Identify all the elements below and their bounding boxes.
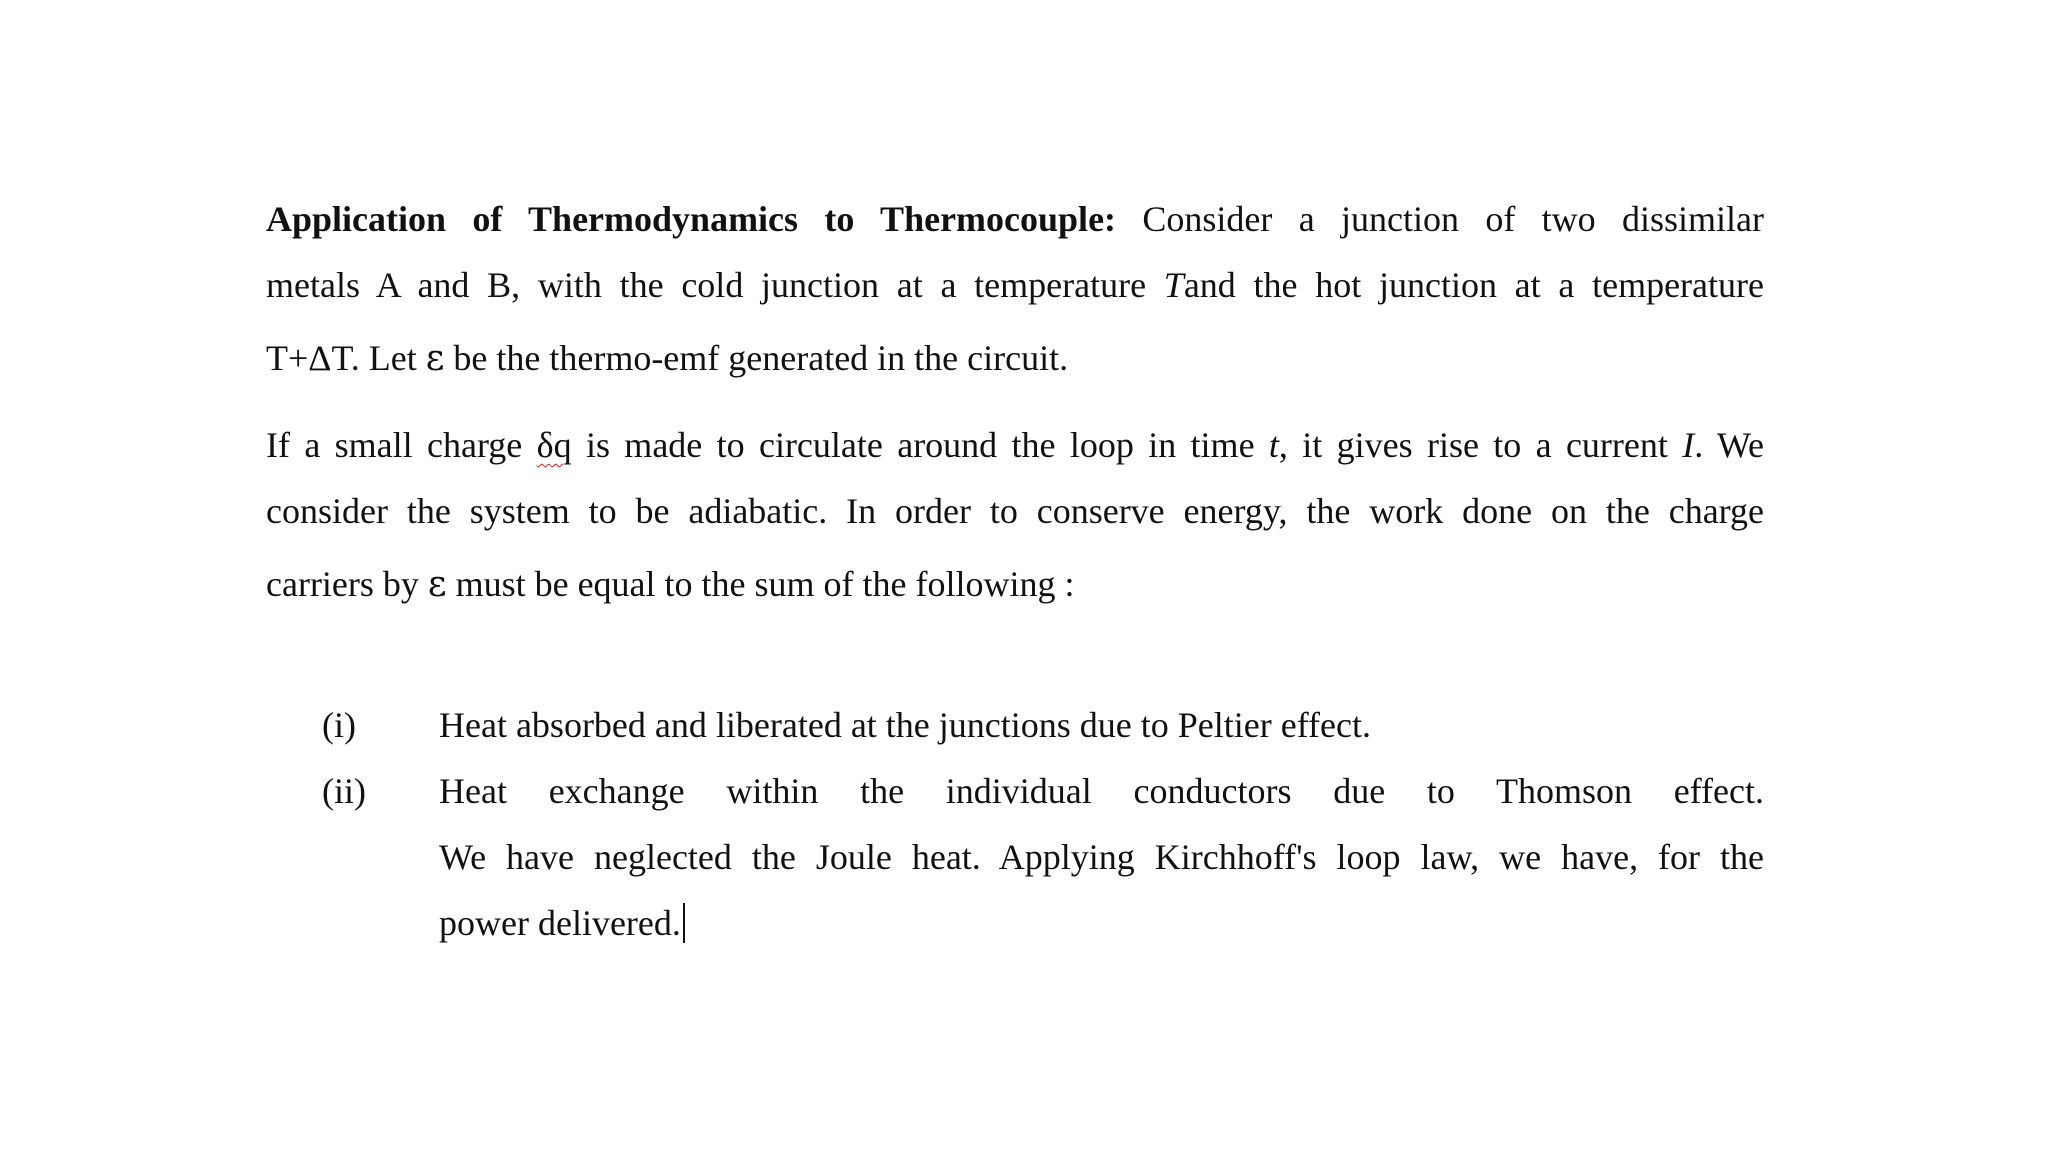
text-run: metals A and B, with the cold junction at a temperature: [266, 265, 1147, 305]
list-item: [266, 692, 1764, 758]
text-run: . We: [1694, 425, 1765, 465]
list-item-line: Heat absorbed and liberated at the junctions due to Peltier effect.: [439, 705, 1371, 745]
paragraph-line: [266, 544, 1764, 624]
list-item-line: Heat exchange within the individual conductors due to Thomson effect.: [439, 771, 1764, 811]
text-run: is made to circulate around the loop in time: [585, 425, 1255, 465]
list-item: [266, 758, 1764, 956]
epsilon-symbol: ε: [427, 564, 447, 605]
spellcheck-flagged-word[interactable]: δq: [536, 425, 572, 465]
text-run: power delivered.: [439, 903, 681, 943]
paragraph-charge-circulation: [266, 412, 1764, 624]
epsilon-symbol: ε: [425, 338, 445, 379]
text-cursor: [683, 903, 685, 943]
text-run: and the hot junction at a temperature: [1183, 265, 1764, 305]
document-body[interactable]: [266, 186, 1764, 624]
list-item-text: [439, 692, 1764, 758]
text-run: If a small charge: [266, 425, 523, 465]
italic-variable: t: [1268, 425, 1279, 465]
paragraph-line: [266, 186, 1764, 252]
list-marker: (i): [322, 705, 356, 745]
text-run: T+ΔT. Let: [266, 338, 417, 378]
list-item-line: [439, 890, 1764, 956]
section-heading: Application of Thermodynamics to Thermocouple:: [266, 199, 1117, 239]
list-item-text: [439, 758, 1764, 956]
list-marker: (ii): [322, 771, 366, 811]
paragraph-line: [266, 318, 1764, 398]
list-item-line: We have neglected the Joule heat. Applying Kirchhoff's loop law, we have, for the: [439, 837, 1764, 877]
text-run: carriers by: [266, 564, 419, 604]
paragraph-thermocouple-intro: [266, 186, 1764, 398]
text-run: must be equal to the sum of the following :: [455, 564, 1075, 604]
text-run: , it gives rise to a current: [1278, 425, 1668, 465]
text-run: be the thermo-emf generated in the circuit.: [453, 338, 1069, 378]
italic-variable: T: [1163, 265, 1184, 305]
paragraph-line: consider the system to be adiabatic. In order to conserve energy, the work done on the charge: [266, 491, 1764, 531]
paragraph-line: [266, 412, 1764, 478]
numbered-list[interactable]: [266, 692, 1764, 956]
text-run: Consider a junction of two dissimilar: [1142, 199, 1764, 239]
italic-variable: I: [1682, 425, 1695, 465]
paragraph-line: [266, 252, 1764, 318]
